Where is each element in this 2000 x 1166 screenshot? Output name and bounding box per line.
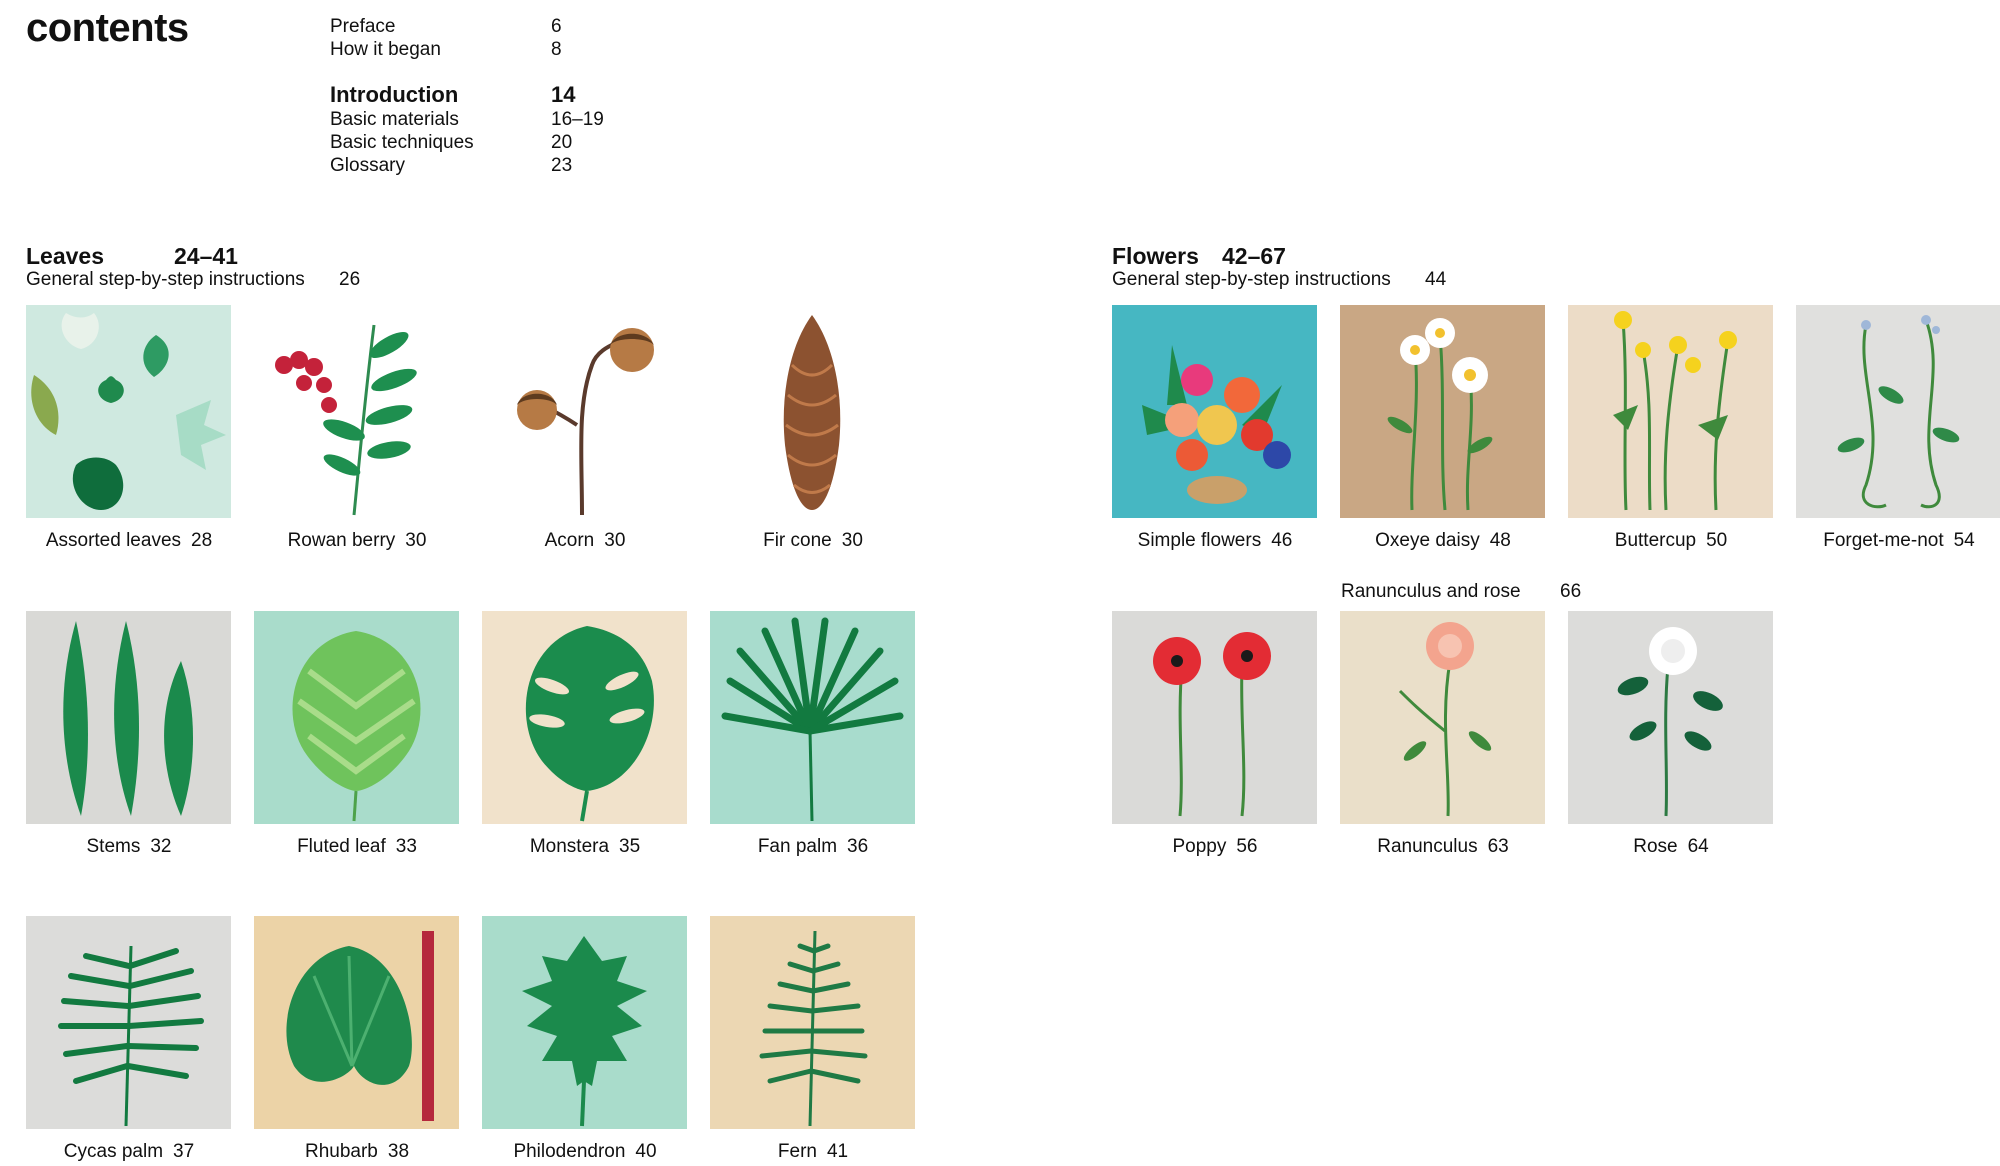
caption-label: Poppy	[1172, 836, 1227, 857]
toc-entry-page: 14	[551, 82, 576, 107]
caption-acorn[interactable]	[455, 530, 715, 552]
caption-page: 40	[635, 1141, 657, 1162]
caption-label: Ranunculus	[1377, 836, 1478, 857]
caption-fan-palm[interactable]	[683, 836, 943, 858]
caption-simple-flowers[interactable]	[1085, 530, 1345, 552]
caption-label: Oxeye daisy	[1375, 530, 1480, 551]
forget-me-not-icon	[1796, 305, 2000, 518]
caption-label: Rhubarb	[304, 1141, 378, 1162]
caption-label: Fan palm	[757, 836, 838, 857]
caption-label: Philodendron	[513, 1141, 626, 1162]
caption-page: 30	[604, 530, 626, 551]
thumb-forget-me-not[interactable]	[1796, 305, 2000, 518]
toc-entry-label: Introduction	[330, 82, 459, 107]
cycas-palm-icon	[26, 916, 231, 1129]
caption-buttercup[interactable]	[1541, 530, 1801, 552]
caption-page: 54	[1953, 530, 1975, 551]
caption-label: Cycas palm	[63, 1141, 164, 1162]
ranunculus-icon	[1340, 611, 1545, 824]
caption-page: 37	[173, 1141, 195, 1162]
caption-fir-cone[interactable]	[683, 530, 943, 552]
caption-cycas-palm[interactable]	[0, 1141, 259, 1163]
toc-entry-how-it-began[interactable]	[330, 38, 650, 61]
caption-oxeye-daisy[interactable]	[1313, 530, 1573, 552]
flowers-page-range: 42–67	[1222, 243, 1286, 269]
toc-entry-label: Basic materials	[330, 109, 459, 130]
thumb-fern[interactable]	[710, 916, 915, 1129]
thumb-acorn[interactable]	[482, 305, 687, 518]
caption-rhubarb[interactable]	[227, 1141, 487, 1163]
rose-icon	[1568, 611, 1773, 824]
caption-page: 50	[1706, 530, 1728, 551]
caption-page: 38	[387, 1141, 410, 1162]
thumb-philodendron[interactable]	[482, 916, 687, 1129]
caption-page: 33	[395, 836, 417, 857]
caption-page: 41	[826, 1141, 849, 1162]
philodendron-icon	[482, 916, 687, 1129]
caption-label: Monstera	[529, 836, 610, 857]
toc-entry-page: 8	[551, 39, 562, 60]
simple-flowers-icon	[1112, 305, 1317, 518]
thumb-fan-palm[interactable]	[710, 611, 915, 824]
caption-label: Rowan berry	[287, 530, 396, 551]
thumb-rose[interactable]	[1568, 611, 1773, 824]
general-instructions-label: General step-by-step instructions	[1112, 269, 1391, 290]
caption-forget-me-not[interactable]	[1769, 530, 2000, 552]
thumb-cycas-palm[interactable]	[26, 916, 231, 1129]
fir-cone-icon	[710, 305, 915, 518]
buttercup-icon	[1568, 305, 1773, 518]
toc-entry-label: Preface	[330, 16, 396, 37]
caption-monstera[interactable]	[455, 836, 715, 858]
fluted-leaf-icon	[254, 611, 459, 824]
thumb-ranunculus[interactable]	[1340, 611, 1545, 824]
fern-icon	[710, 916, 915, 1129]
ranunculus-and-rose-label: Ranunculus and rose	[1341, 581, 1521, 602]
rhubarb-icon	[254, 916, 459, 1129]
caption-page: 35	[619, 836, 641, 857]
caption-page: 64	[1687, 836, 1709, 857]
toc-entry-basic-materials[interactable]	[330, 108, 650, 131]
thumb-oxeye-daisy[interactable]	[1340, 305, 1545, 518]
flowers-section-heading	[1112, 243, 1412, 269]
flowers-general-instructions[interactable]	[1112, 269, 1492, 291]
toc-entry-basic-techniques[interactable]	[330, 131, 650, 154]
stems-icon	[26, 611, 231, 824]
general-instructions-page: 44	[1425, 269, 1447, 290]
caption-page: 56	[1236, 836, 1258, 857]
ranunculus-and-rose-page: 66	[1560, 581, 1582, 602]
thumb-fir-cone[interactable]	[710, 305, 915, 518]
rowan-berry-icon	[254, 305, 459, 518]
toc-entry-label: Glossary	[330, 155, 405, 176]
caption-page: 48	[1489, 530, 1511, 551]
thumb-monstera[interactable]	[482, 611, 687, 824]
toc-entry-page: 20	[551, 132, 573, 153]
ranunculus-and-rose-entry[interactable]	[1341, 581, 1601, 603]
general-instructions-label: General step-by-step instructions	[26, 269, 305, 290]
caption-label: Stems	[86, 836, 141, 857]
thumb-assorted-leaves[interactable]	[26, 305, 231, 518]
caption-page: 30	[841, 530, 863, 551]
thumb-rhubarb[interactable]	[254, 916, 459, 1129]
thumb-rowan-berry[interactable]	[254, 305, 459, 518]
fan-palm-icon	[710, 611, 915, 824]
caption-page: 63	[1487, 836, 1509, 857]
thumb-simple-flowers[interactable]	[1112, 305, 1317, 518]
assorted-leaves-icon	[26, 305, 231, 518]
toc-entry-introduction[interactable]	[330, 83, 650, 109]
toc-entry-page: 23	[551, 155, 573, 176]
thumb-fluted-leaf[interactable]	[254, 611, 459, 824]
caption-label: Fluted leaf	[297, 836, 386, 857]
general-instructions-page: 26	[339, 269, 361, 290]
caption-label: Assorted leaves	[45, 530, 182, 551]
caption-label: Forget-me-not	[1823, 530, 1944, 551]
acorn-icon	[482, 305, 687, 518]
caption-page: 36	[847, 836, 869, 857]
caption-page: 32	[150, 836, 172, 857]
caption-rose[interactable]	[1541, 836, 1801, 858]
caption-ranunculus[interactable]	[1313, 836, 1573, 858]
caption-label: Rose	[1633, 836, 1678, 857]
poppy-icon	[1112, 611, 1317, 824]
leaves-page-range: 24–41	[174, 243, 238, 269]
caption-philodendron[interactable]	[455, 1141, 715, 1163]
caption-assorted-leaves[interactable]	[0, 530, 259, 552]
thumb-buttercup[interactable]	[1568, 305, 1773, 518]
caption-poppy[interactable]	[1085, 836, 1345, 858]
caption-page: 30	[405, 530, 427, 551]
caption-stems[interactable]	[0, 836, 259, 858]
toc-entry-label: Basic techniques	[330, 132, 474, 153]
leaves-general-instructions[interactable]	[26, 269, 406, 291]
toc-entry-preface[interactable]	[330, 15, 650, 38]
thumb-stems[interactable]	[26, 611, 231, 824]
monstera-icon	[482, 611, 687, 824]
caption-label: Acorn	[544, 530, 595, 551]
toc-entry-glossary[interactable]	[330, 154, 650, 177]
thumb-poppy[interactable]	[1112, 611, 1317, 824]
page-title: contents	[26, 6, 189, 50]
toc-entry-page: 16–19	[551, 109, 604, 130]
toc-entry-page: 6	[551, 16, 562, 37]
caption-fern[interactable]	[683, 1141, 943, 1163]
leaves-section-heading	[26, 243, 326, 269]
caption-label: Buttercup	[1614, 530, 1697, 551]
caption-label: Fir cone	[763, 530, 832, 551]
caption-page: 46	[1271, 530, 1293, 551]
caption-fluted-leaf[interactable]	[227, 836, 487, 858]
caption-label: Simple flowers	[1137, 530, 1262, 551]
caption-page: 28	[191, 530, 213, 551]
toc-entry-label: How it began	[330, 39, 441, 60]
leaves-heading-label: Leaves	[26, 243, 105, 269]
oxeye-daisy-icon	[1340, 305, 1545, 518]
caption-rowan-berry[interactable]	[227, 530, 487, 552]
caption-label: Fern	[777, 1141, 817, 1162]
flowers-heading-label: Flowers	[1112, 243, 1199, 269]
